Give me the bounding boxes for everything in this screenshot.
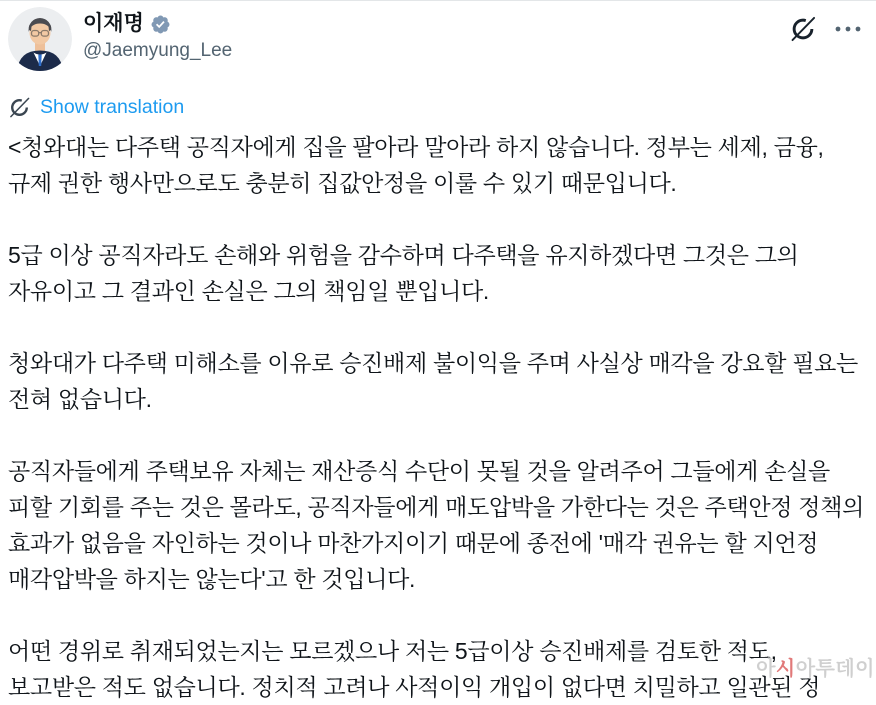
ellipsis-icon	[834, 25, 862, 33]
avatar[interactable]	[8, 7, 72, 71]
tweet-header	[0, 1, 876, 71]
watermark-segment-red: 시	[775, 658, 796, 680]
avatar-portrait-image	[8, 7, 72, 71]
watermark-segment: 아	[756, 658, 776, 680]
user-handle: @Jaemyung_Lee	[83, 40, 233, 61]
tweet-paragraph: 5급 이상 공직자라도 손해와 위험을 감수하며 다주택을 유지하겠다면 그것은 그의 자유이고 그 결과인 손실은 그의 책임일 뿐입니다.	[8, 242, 799, 304]
verified-badge-icon	[150, 14, 171, 35]
show-translation-label: Show translation	[40, 96, 185, 118]
user-names	[83, 7, 232, 62]
watermark-segment: 아투데이	[795, 658, 875, 680]
tweet-paragraph: 공직자들에게 주택보유 자체는 재산증식 수단이 못될 것을 알려주어 그들에게 손실을 피할 기회를 주는 것은 몰라도, 공직자들에게 매도압박을 가한다는 것은 주택안정 정책의 효과가 없음을 자인하는 것이나 마찬가지이기 때문에 종전에 '매각 권유는 할 지언정 매각압박을 하지는 않는다'고 한 것입니다.	[8, 458, 865, 592]
header-actions	[789, 7, 862, 43]
tweet-paragraph: <청와대는 다주택 공직자에게 집을 팔아라 말아라 하지 않습니다. 정부는 세제, 금융, 규제 권한 행사만으로도 충분히 집값안정을 이룰 수 있기 때문입니다.	[8, 134, 824, 196]
grok-icon	[789, 15, 817, 43]
tweet-paragraph: 청와대가 다주택 미해소를 이유로 승진배제 불이익을 주며 사실상 매각을 강요할 필요는 전혀 없습니다.	[8, 350, 858, 412]
display-name[interactable]: 이재명	[83, 12, 144, 35]
show-translation-link[interactable]	[8, 95, 184, 119]
display-name-row	[83, 12, 232, 36]
more-button[interactable]	[834, 25, 862, 33]
tweet-text	[8, 129, 870, 705]
grok-translate-icon	[8, 96, 31, 119]
grok-button[interactable]	[789, 15, 817, 43]
tweet-paragraph: 어떤 경위로 취재되었는지는 모르겠으나 저는 5급이상 승진배제를 검토한 적도, 보고받은 적도 없습니다. 정치적 고려나 사적이익 개입이 없다면 치밀하고 일관된 정	[8, 638, 821, 700]
